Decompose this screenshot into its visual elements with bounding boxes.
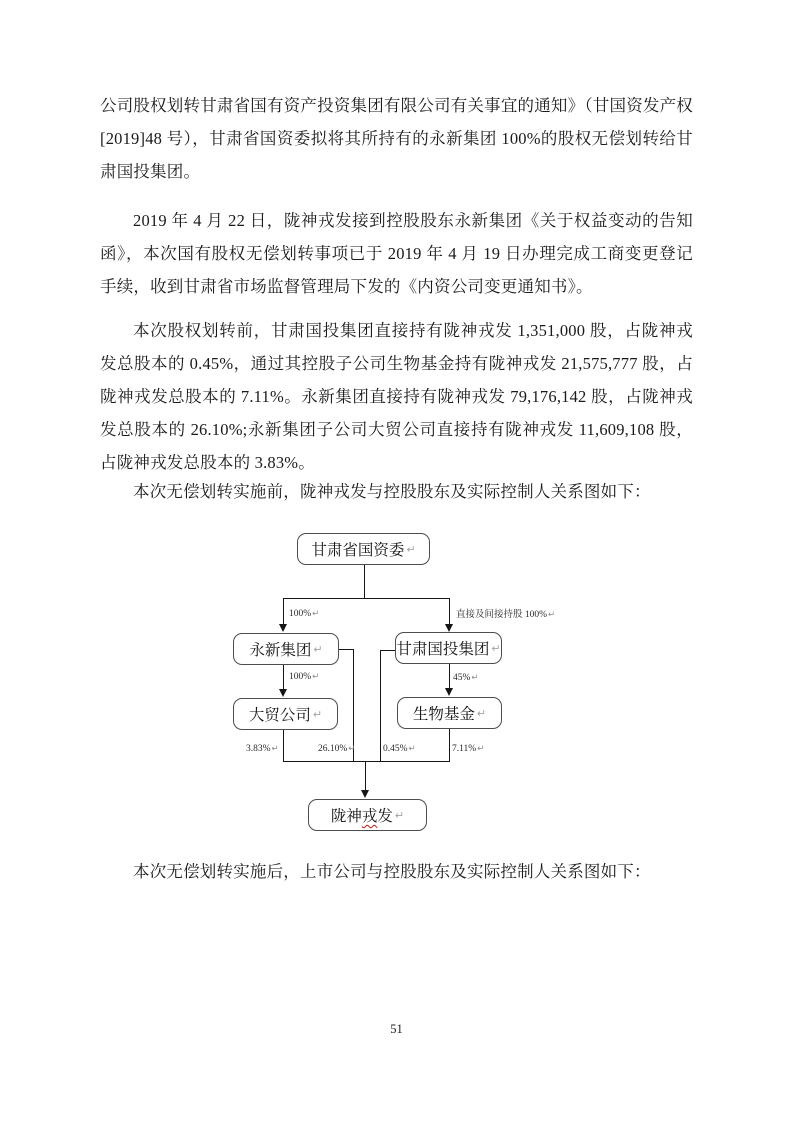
arrow-down-icon xyxy=(445,624,453,632)
label-damao-holding-pct xyxy=(246,744,279,754)
label-right-branch-pct xyxy=(456,606,555,620)
connector-damao-drop xyxy=(283,730,284,761)
label-text: 45% xyxy=(453,673,471,683)
label-text: 26.10% xyxy=(318,744,348,754)
connector-junction-bar xyxy=(283,761,450,762)
paragraph-notice-continuation: 公司股权划转甘肃省国有资产投资集团有限公司有关事宜的通知》（甘国资发产权[2019]48 号），甘肃省国资委拟将其所持有的永新集团 100%的股权无偿划转给甘肃国投集团。 xyxy=(100,96,693,181)
node-label: 甘肃国投集团 xyxy=(396,641,490,658)
node-label: 甘肃省国资委 xyxy=(311,542,405,559)
node-label-misspelled: 戎 xyxy=(361,808,378,825)
arrow-down-icon xyxy=(445,688,453,696)
connector-junction-longshen xyxy=(365,761,366,791)
connector-guotou-stub xyxy=(380,650,395,651)
label-text: 100% xyxy=(289,609,312,619)
node-shengwu-fund xyxy=(397,697,502,729)
return-mark-icon: ↵ xyxy=(348,744,356,754)
arrow-down-icon xyxy=(361,790,369,798)
return-mark-icon: ↵ xyxy=(548,610,556,620)
node-label-pre: 陇神 xyxy=(330,808,362,825)
label-text: 直接及间接持股 100% xyxy=(456,610,548,620)
node-label: 大贸公司 xyxy=(248,707,311,724)
label-yongxin-holding-pct xyxy=(318,744,355,754)
connector-guotou-drop xyxy=(380,650,381,761)
connector-branch-left xyxy=(283,598,284,625)
label-left-branch-pct xyxy=(289,609,319,619)
connector-shengwu-drop xyxy=(449,729,450,761)
paragraph-pre-transfer-holdings: 本次股权划转前，甘肃国投集团直接持有陇神戎发 1,351,000 股，占陇神戎发总股本的 0.45%，通过其控股子公司生物基金持有陇神戎发 21,575,777 股，占陇神戎发总股本的 7.11%。永新集团直接持有陇神戎发 79,176,142 股，占陇神戎发总股本的 26.10%;永新集团子公司大贸公司直接持有陇神戎发 11,609,108 股，占陇神戎发总股本的 3.83%。 xyxy=(100,321,693,472)
node-longshen-rongfa xyxy=(308,799,427,831)
label-guotou-shengwu-pct xyxy=(453,673,479,683)
return-mark-icon: ↵ xyxy=(394,808,405,822)
label-text: 3.83% xyxy=(246,744,271,754)
return-mark-icon: ↵ xyxy=(312,672,320,682)
label-text: 0.45% xyxy=(383,744,408,754)
return-mark-icon: ↵ xyxy=(271,744,279,754)
node-label-post: 发 xyxy=(377,808,393,825)
node-damao-company xyxy=(233,698,338,730)
connector-yongxin-damao xyxy=(283,665,284,690)
arrow-down-icon xyxy=(279,624,287,632)
connector-branch-right xyxy=(449,598,450,625)
label-guotou-holding-pct xyxy=(383,744,416,754)
connector-yongxin-stub xyxy=(339,649,354,650)
label-shengwu-holding-pct xyxy=(452,744,484,754)
return-mark-icon: ↵ xyxy=(471,673,479,683)
node-gansu-guotou-group xyxy=(395,632,502,664)
arrow-down-icon xyxy=(279,689,287,697)
return-mark-icon: ↵ xyxy=(313,642,323,656)
label-text: 100% xyxy=(289,672,312,682)
node-label: 永新集团 xyxy=(249,642,312,659)
node-gansu-sasac xyxy=(297,533,430,565)
connector-branch-bar xyxy=(283,598,450,599)
node-yongxin-group xyxy=(233,633,339,665)
paragraph-equity-change-notice: 2019 年 4 月 22 日，陇神戎发接到控股股东永新集团《关于权益变动的告知函》，本次国有股权无偿划转事项已于 2019 年 4 月 19 日办理完成工商变更登记手续，收到甘肃省市场监督管理局下发的《内资公司变更通知书》。 xyxy=(100,211,693,296)
return-mark-icon: ↵ xyxy=(477,744,485,754)
page-number: 51 xyxy=(390,1022,403,1036)
return-mark-icon: ↵ xyxy=(476,706,487,720)
return-mark-icon: ↵ xyxy=(312,707,323,721)
return-mark-icon: ↵ xyxy=(408,744,416,754)
paragraph-post-transfer-diagram-intro: 本次无偿划转实施后，上市公司与控股股东及实际控制人关系图如下： xyxy=(133,862,651,881)
return-mark-icon: ↵ xyxy=(312,609,320,619)
return-mark-icon: ↵ xyxy=(491,641,501,655)
node-label: 生物基金 xyxy=(412,706,475,723)
return-mark-icon: ↵ xyxy=(406,542,416,556)
connector-guotou-shengwu xyxy=(449,664,450,689)
label-yongxin-damao-pct xyxy=(289,672,319,682)
paragraph-pre-transfer-diagram-intro: 本次无偿划转实施前，陇神戎发与控股股东及实际控制人关系图如下： xyxy=(133,482,651,501)
connector-gov-trunk xyxy=(364,565,365,598)
label-text: 7.11% xyxy=(452,744,477,754)
